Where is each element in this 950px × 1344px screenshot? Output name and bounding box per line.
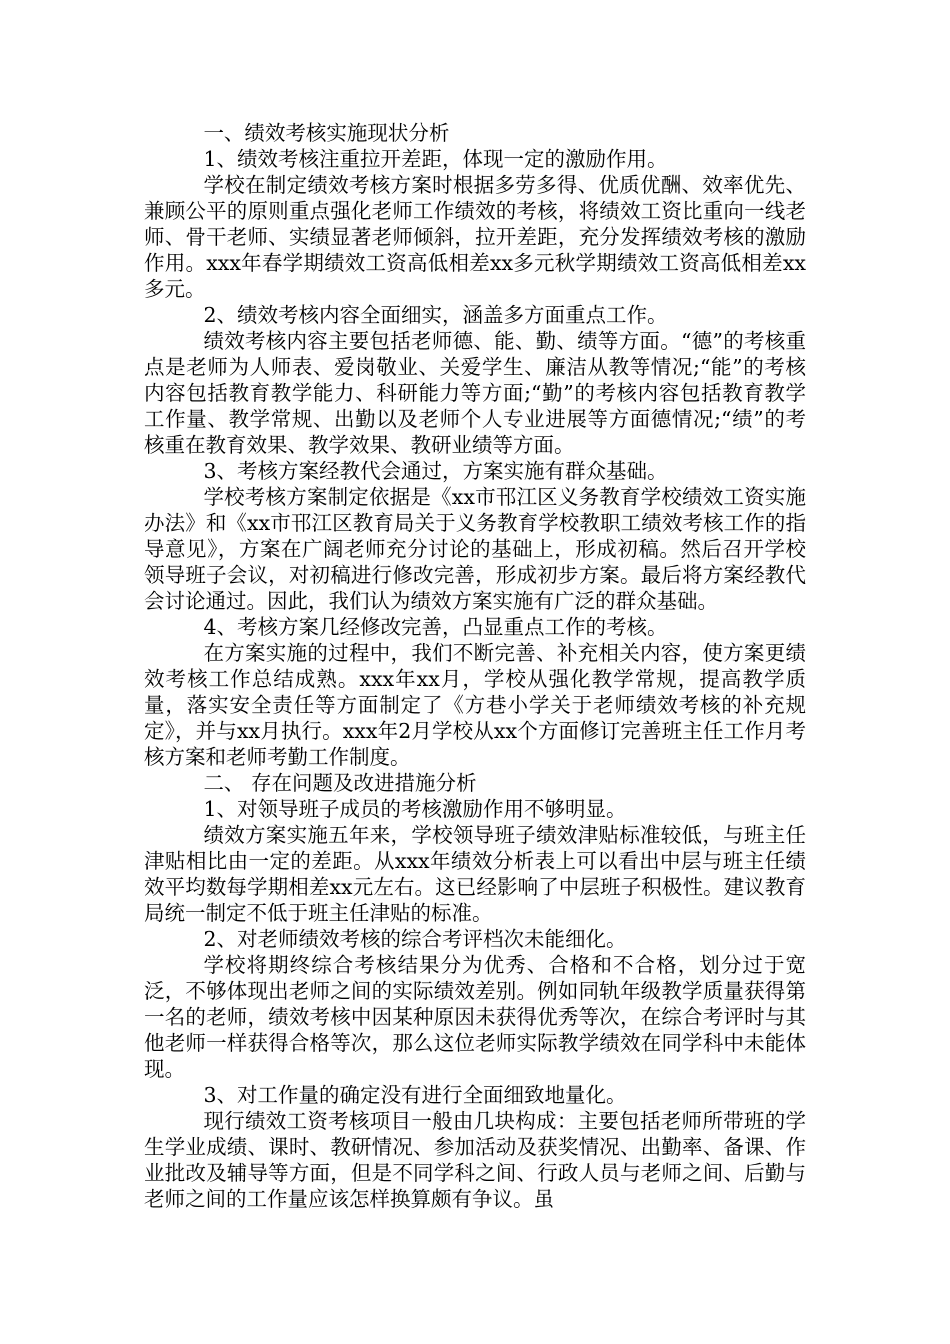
subsection-heading: 3、考核方案经教代会通过，方案实施有群众基础。	[203, 459, 668, 483]
body-paragraph: 现行绩效工资考核项目一般由几块构成：主要包括老师所带班的学生学业成绩、课时、教研情况、参加活动及获奖情况、出勤率、备课、作业批改及辅导等方面，但是不同学科之间、行政人员与老师之间、后勤与老师之间的工作量应该怎样换算颇有争议。虽	[144, 1109, 806, 1211]
section-heading: 二、 存在问题及改进措施分析	[203, 771, 477, 795]
body-paragraph: 在方案实施的过程中，我们不断完善、补充相关内容，使方案更绩效考核工作总结成熟。xxx年xx月，学校从强化教学常规，提高教学质量，落实安全责任等方面制定了《方巷小学关于老师绩效考核的补充规定》，并与xx月执行。xxx年2月学校从xx个方面修订完善班主任工作月考核方案和老师考勤工作制度。	[144, 641, 806, 769]
body-paragraph: 学校考核方案制定依据是《xx市邗江区义务教育学校绩效工资实施办法》和《xx市邗江区教育局关于义务教育学校教职工绩效考核工作的指导意见》，方案在广阔老师充分讨论的基础上，形成初稿。然后召开学校领导班子会议，对初稿进行修改完善，形成初步方案。最后将方案经教代会讨论通过。因此，我们认为绩效方案实施有广泛的群众基础。	[144, 485, 806, 613]
body-paragraph: 学校在制定绩效考核方案时根据多劳多得、优质优酬、效率优先、兼顾公平的原则重点强化老师工作绩效的考核，将绩效工资比重向一线老师、骨干老师、实绩显著老师倾斜，拉开差距，充分发挥绩效考核的激励作用。xxx年春学期绩效工资高低相差xx多元秋学期绩效工资高低相差xx多元。	[144, 173, 806, 301]
document-page	[144, 120, 806, 1212]
body-paragraph: 学校将期终综合考核结果分为优秀、合格和不合格，划分过于宽泛，不够体现出老师之间的实际绩效差别。例如同轨年级教学质量获得第一名的老师，绩效考核中因某种原因未获得优秀等次，在综合考评时与其他老师一样获得合格等次，那么这位老师实际教学绩效在同学科中未能体现。	[144, 953, 806, 1081]
subsection-heading: 4、考核方案几经修改完善，凸显重点工作的考核。	[203, 615, 668, 639]
subsection-heading: 2、对老师绩效考核的综合考评档次未能细化。	[203, 927, 627, 951]
section-heading: 一、绩效考核实施现状分析	[203, 121, 450, 145]
subsection-heading: 3、对工作量的确定没有进行全面细致地量化。	[203, 1083, 627, 1107]
subsection-heading: 1、对领导班子成员的考核激励作用不够明显。	[203, 797, 627, 821]
body-paragraph: 绩效考核内容主要包括老师德、能、勤、绩等方面。“德”的考核重点是老师为人师表、爱岗敬业、关爱学生、廉洁从教等情况;“能”的考核内容包括教育教学能力、科研能力等方面;“勤”的考核内容包括教育教学工作量、教学常规、出勤以及老师个人专业进展等方面德情况;“绩”的考核重在教育效果、教学效果、教研业绩等方面。	[144, 329, 806, 457]
body-paragraph: 绩效方案实施五年来，学校领导班子绩效津贴标准较低，与班主任津贴相比由一定的差距。从xxx年绩效分析表上可以看出中层与班主任绩效平均数每学期相差xx元左右。这已经影响了中层班子积极性。建议教育局统一制定不低于班主任津贴的标准。	[144, 823, 806, 925]
subsection-heading: 1、绩效考核注重拉开差距，体现一定的激励作用。	[203, 147, 668, 171]
subsection-heading: 2、绩效考核内容全面细实，涵盖多方面重点工作。	[203, 303, 668, 327]
